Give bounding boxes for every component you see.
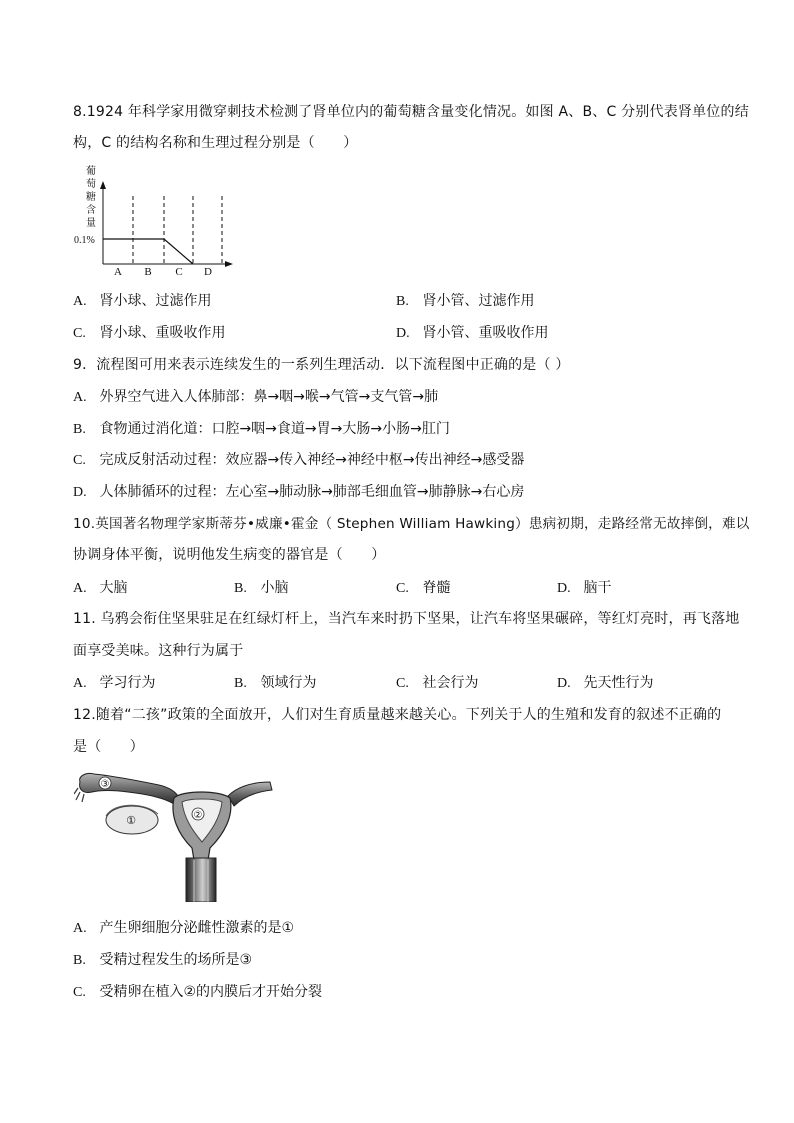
option-label: C. bbox=[73, 985, 86, 1000]
q10-option-b[interactable] bbox=[234, 578, 288, 599]
option-text: 肾小球、过滤作用 bbox=[99, 293, 212, 309]
option-label: A. bbox=[73, 676, 87, 691]
label-3: ③ bbox=[100, 779, 110, 790]
q9-option-c[interactable] bbox=[73, 450, 524, 471]
option-label: C. bbox=[73, 326, 86, 341]
q8-option-b[interactable] bbox=[396, 291, 534, 312]
q8-stem-line2: 构，C 的结构名称和生理过程分别是（ ） bbox=[73, 135, 358, 151]
left-fallopian-tube bbox=[80, 773, 178, 804]
option-label: C. bbox=[396, 581, 409, 596]
right-fallopian-tube bbox=[228, 782, 272, 806]
q9-option-d[interactable] bbox=[73, 482, 524, 503]
q8-option-c[interactable] bbox=[73, 323, 225, 344]
option-label: D. bbox=[73, 485, 87, 500]
option-label: D. bbox=[557, 581, 571, 596]
option-text: 外界空气进入人体肺部：鼻→咽→喉→气管→支气管→肺 bbox=[99, 389, 439, 405]
option-label: D. bbox=[557, 676, 571, 691]
option-label: A. bbox=[73, 390, 87, 405]
label-1: ① bbox=[126, 814, 136, 827]
q11-option-b[interactable] bbox=[234, 673, 316, 694]
option-label: B. bbox=[73, 422, 86, 437]
vagina bbox=[186, 858, 216, 902]
chart-x-axis-arrow bbox=[225, 261, 233, 267]
chart-xtick-label: A bbox=[114, 266, 122, 278]
q12-option-a[interactable] bbox=[73, 918, 294, 939]
option-text: 脊髓 bbox=[422, 580, 451, 596]
chart-ylabel-char: 糖 bbox=[86, 192, 96, 203]
option-text: 食物通过消化道：口腔→咽→食道→胃→大肠→小肠→肛门 bbox=[99, 421, 450, 437]
q12-stem-line2: 是（ ） bbox=[73, 739, 144, 755]
chart-ylabel-char: 量 bbox=[86, 218, 96, 229]
q11-option-c[interactable] bbox=[396, 673, 478, 694]
chart-y-axis-arrow bbox=[100, 181, 106, 189]
option-text: 小脑 bbox=[260, 580, 289, 596]
q10-option-a[interactable] bbox=[73, 578, 127, 599]
option-label: D. bbox=[396, 326, 410, 341]
option-label: C. bbox=[396, 676, 409, 691]
option-text: 产生卵细胞分泌雌性激素的是① bbox=[99, 920, 295, 936]
q8-option-d[interactable] bbox=[396, 323, 548, 344]
chart-xtick-label: C bbox=[175, 266, 183, 278]
option-text: 先天性行为 bbox=[583, 675, 654, 691]
option-label: A. bbox=[73, 581, 87, 596]
q9-option-b[interactable] bbox=[73, 419, 450, 440]
q8-stem-line1: 8.1924 年科学家用微穿刺技术检测了肾单位内的葡萄糖含量变化情况。如图 A、B、C 分别代表肾单位的结 bbox=[73, 104, 749, 120]
chart-ylabel-char: 萄 bbox=[86, 179, 96, 190]
q9-stem: 9．流程图可用来表示连续发生的一系列生理活动．以下流程图中正确的是（ ） bbox=[73, 357, 570, 373]
option-text: 受精过程发生的场所是③ bbox=[99, 952, 253, 968]
option-text: 学习行为 bbox=[99, 675, 156, 691]
q10-stem-line2: 协调身体平衡，说明他发生病变的器官是（ ） bbox=[73, 547, 386, 563]
option-label: B. bbox=[234, 676, 247, 691]
option-text: 肾小管、过滤作用 bbox=[422, 293, 535, 309]
q10-option-d[interactable] bbox=[557, 578, 611, 599]
chart-xtick-label: D bbox=[204, 266, 212, 278]
option-label: C. bbox=[73, 453, 86, 468]
option-text: 肾小球、重吸收作用 bbox=[99, 325, 226, 341]
q10-stem-line1: 10.英国著名物理学家斯蒂芬•威廉•霍金（ Stephen William Hawking）患病初期，走路经常无故摔倒，难以 bbox=[73, 516, 750, 532]
option-text: 人体肺循环的过程：左心室→肺动脉→肺部毛细血管→肺静脉→右心房 bbox=[99, 484, 525, 500]
option-text: 肾小管、重吸收作用 bbox=[422, 325, 549, 341]
q9-option-a[interactable] bbox=[73, 387, 438, 408]
q11-stem-line2: 面享受美味。这种行为属于 bbox=[73, 643, 244, 659]
q12-option-c[interactable] bbox=[73, 982, 322, 1003]
chart-xtick-label: B bbox=[144, 266, 152, 278]
option-text: 领域行为 bbox=[260, 675, 317, 691]
q10-option-c[interactable] bbox=[396, 578, 450, 599]
chart-ylabel-char: 含 bbox=[86, 205, 96, 216]
option-text: 完成反射活动过程：效应器→传入神经→神经中枢→传出神经→感受器 bbox=[99, 452, 525, 468]
option-text: 大脑 bbox=[99, 580, 128, 596]
q11-option-a[interactable] bbox=[73, 673, 155, 694]
label-2: ② bbox=[193, 810, 203, 821]
option-label: B. bbox=[234, 581, 247, 596]
chart-ytick-label: 0.1% bbox=[74, 235, 95, 246]
option-text: 脑干 bbox=[583, 580, 612, 596]
female-reproductive-system-figure bbox=[74, 768, 274, 902]
q8-option-a[interactable] bbox=[73, 291, 211, 312]
option-label: B. bbox=[73, 953, 86, 968]
option-text: 受精卵在植入②的内膜后才开始分裂 bbox=[99, 984, 323, 1000]
chart-glucose-line bbox=[103, 239, 193, 264]
option-label: B. bbox=[396, 294, 409, 309]
glucose-content-chart bbox=[72, 162, 242, 280]
option-label: A. bbox=[73, 921, 87, 936]
chart-ylabel-char: 葡 bbox=[86, 166, 96, 177]
q12-option-b[interactable] bbox=[73, 950, 252, 971]
q11-option-d[interactable] bbox=[557, 673, 653, 694]
option-label: A. bbox=[73, 294, 87, 309]
option-text: 社会行为 bbox=[422, 675, 479, 691]
q11-stem-line1: 11. 乌鸦会衔住坚果驻足在红绿灯杆上，当汽车来时扔下坚果，让汽车将坚果碾碎，等红灯亮时，再飞落地 bbox=[73, 611, 740, 627]
q12-stem-line1: 12.随着“二孩”政策的全面放开，人们对生育质量越来越关心。下列关于人的生殖和发育的叙述不正确的 bbox=[73, 707, 722, 723]
